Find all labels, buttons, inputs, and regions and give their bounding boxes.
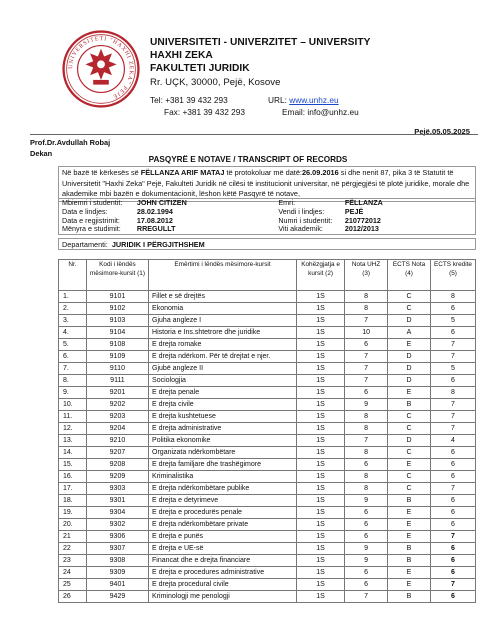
row-number: 5. [59,339,87,351]
ects-credits: 4 [430,435,475,447]
course-duration: 1S [296,507,344,519]
course-name: Sociologjia [149,375,297,387]
table-row [59,327,476,339]
course-code: 9110 [86,363,148,375]
course-code: 9202 [86,399,148,411]
course-code: 9203 [86,411,148,423]
ects-credits: 6 [430,543,475,555]
course-code: 9207 [86,447,148,459]
info-value: 28.02.1994 [136,206,173,216]
requester-name: FËLLANZA ARIF MATAJ [140,168,225,177]
ects-credits: 6 [430,459,475,471]
course-duration: 1S [296,411,344,423]
course-code: 9208 [86,459,148,471]
table-row [59,483,476,495]
course-code: 9108 [86,339,148,351]
table-row [59,519,476,531]
row-number: 19. [59,507,87,519]
course-name: Organizata ndërkombëtare [149,447,297,459]
row-number: 10. [59,399,87,411]
course-code: 9103 [86,315,148,327]
table-header-row [59,260,476,291]
ects-credits: 5 [430,315,475,327]
ects-grade: C [388,291,431,303]
row-number: 26 [59,591,87,603]
table-row [59,459,476,471]
row-number: 14. [59,447,87,459]
ects-credits: 6 [430,519,475,531]
table-row [59,567,476,579]
ects-grade: E [388,459,431,471]
table-row [59,423,476,435]
ects-credits: 6 [430,375,475,387]
uhz-grade: 8 [345,291,388,303]
uhz-grade: 9 [345,399,388,411]
table-row [59,411,476,423]
course-name: E drejta e procedures administrative [149,567,297,579]
info-label: Data e regjistrimit: [62,215,120,225]
table-row [59,351,476,363]
row-number: 2. [59,303,87,315]
table-row [59,447,476,459]
table-row [59,531,476,543]
intro-text: Në bazë të kërkesës së [62,168,141,177]
info-value: RREGULLT [136,224,176,234]
student-info-row [59,208,475,217]
ects-grade: D [388,435,431,447]
course-duration: 1S [296,459,344,471]
ects-credits: 7 [430,483,475,495]
info-label: Numri i studentit: [278,215,333,225]
uhz-grade: 8 [345,423,388,435]
row-number: 13. [59,435,87,447]
student-info-row [59,225,475,234]
course-duration: 1S [296,483,344,495]
course-duration: 1S [296,567,344,579]
info-value: JOHN CITIZEN [136,198,187,207]
ects-grade: E [388,387,431,399]
course-duration: 1S [296,555,344,567]
ects-credits: 6 [430,591,475,603]
course-code: 9301 [86,495,148,507]
course-code: 9102 [86,303,148,315]
course-name: E drejta romake [149,339,297,351]
email-label: Email: [282,106,306,117]
row-number: 7. [59,363,87,375]
ects-credits: 7 [430,423,475,435]
info-value: FËLLANZA [344,198,383,207]
ects-grade: E [388,519,431,531]
column-header: Kodi i lëndës mësimore-kursit (1) [86,260,148,291]
uhz-grade: 8 [345,483,388,495]
course-duration: 1S [296,339,344,351]
ects-grade: B [388,555,431,567]
table-row [59,471,476,483]
ects-grade: D [388,375,431,387]
ects-grade: B [388,495,431,507]
course-code: 9308 [86,555,148,567]
row-number: 4. [59,327,87,339]
ects-grade: E [388,507,431,519]
ects-grade: B [388,399,431,411]
header-divider [30,134,478,135]
row-number: 8. [59,375,87,387]
department-label: Departamenti: [62,240,108,249]
issue-date: Pejë.05.05.2025 [414,127,470,136]
uhz-grade: 6 [345,459,388,471]
table-row [59,495,476,507]
ects-grade: B [388,543,431,555]
ects-grade: D [388,315,431,327]
course-name: Politika ekonomike [149,435,297,447]
course-duration: 1S [296,519,344,531]
info-label: Viti akademik: [278,224,323,234]
uhz-grade: 7 [345,591,388,603]
row-number: 21 [59,531,87,543]
course-code: 9309 [86,567,148,579]
ects-grade: C [388,447,431,459]
university-seal-icon [62,30,140,108]
uhz-grade: 6 [345,339,388,351]
ects-grade: A [388,327,431,339]
course-duration: 1S [296,387,344,399]
uhz-grade: 10 [345,327,388,339]
course-code: 9210 [86,435,148,447]
ects-grade: C [388,423,431,435]
uhz-grade: 6 [345,387,388,399]
row-number: 16. [59,471,87,483]
column-header: Emërtimi i lëndës mësimore-kursit [149,260,297,291]
fax: Fax: +381 39 432 293 [164,106,245,117]
table-row [59,399,476,411]
row-number: 17. [59,483,87,495]
uhz-grade: 6 [345,507,388,519]
column-header: ECTS kredite (5) [430,260,475,291]
row-number: 12. [59,423,87,435]
table-row [59,555,476,567]
ects-credits: 7 [430,579,475,591]
ects-credits: 7 [430,399,475,411]
course-name: Historia e Ins.shtetrore dhe juridike [149,327,297,339]
row-number: 20. [59,519,87,531]
university-name [150,36,370,89]
course-duration: 1S [296,351,344,363]
course-duration: 1S [296,399,344,411]
document-title: PASQYRË E NOTAVE / TRANSCRIPT OF RECORDS [148,155,348,164]
course-duration: 1S [296,531,344,543]
student-info-row [59,217,475,226]
row-number: 15. [59,459,87,471]
course-duration: 1S [296,375,344,387]
ects-grade: E [388,531,431,543]
student-info [58,198,476,235]
university-line-2: HAXHI ZEKA [150,50,213,62]
ects-grade: C [388,471,431,483]
signer-name: Prof.Dr.Avdullah Robaj [30,138,111,147]
signer-title: Dekan [30,149,53,158]
info-value: 17.08.2012 [136,215,173,225]
ects-grade: C [388,411,431,423]
row-number: 1. [59,291,87,303]
info-value: PEJË [344,206,364,216]
department-value: JURIDIK I PËRGJITHSHEM [111,240,205,249]
intro-text: të protokoluar më datë: [224,168,302,177]
uhz-grade: 8 [345,447,388,459]
ects-credits: 5 [430,363,475,375]
ects-credits: 7 [430,339,475,351]
url-label: URL: [268,95,287,105]
university-line-1: UNIVERSITETI - UNIVERZITET – UNIVERSITY [150,37,371,48]
course-name: E drejta ndërkombëtare private [149,519,297,531]
uhz-grade: 8 [345,411,388,423]
row-number: 3. [59,315,87,327]
course-duration: 1S [296,435,344,447]
course-name: Gjubë angleze II [149,363,297,375]
ects-grade: D [388,363,431,375]
course-code: 9306 [86,531,148,543]
uhz-grade: 6 [345,531,388,543]
url-link[interactable]: www.unhz.eu [289,95,339,105]
course-duration: 1S [296,291,344,303]
info-label: Vendi i lindjes: [278,206,325,216]
course-code: 9303 [86,483,148,495]
course-duration: 1S [296,423,344,435]
ects-grade: C [388,303,431,315]
uhz-grade: 8 [345,303,388,315]
uhz-grade: 9 [345,543,388,555]
course-name: Kriminalistika [149,471,297,483]
course-name: E drejta e UE-së [149,543,297,555]
course-code: 9109 [86,351,148,363]
column-header: Kohëzgjatja e kursit (2) [296,260,344,291]
ects-credits: 8 [430,387,475,399]
intro-text: si dhe nenit 87, pika 3 të Statutit të Universitetit "Haxhi Zeka" Pejë, Fakulteti Juridik në cilësi të institucionit universitar, në përgjegjësi të plotë juridike, morale dhe akademike mbi bazën e dokumentacionit, lëshon këtë Pasqyrë të notave, [62,168,470,199]
ects-grade: C [388,483,431,495]
table-row [59,315,476,327]
course-code: 9111 [86,375,148,387]
course-code: 9304 [86,507,148,519]
uhz-grade: 7 [345,375,388,387]
row-number: 23 [59,555,87,567]
ects-credits: 6 [430,303,475,315]
row-number: 6. [59,351,87,363]
course-duration: 1S [296,327,344,339]
course-name: E drejta ndërkom. Për të drejtat e njer. [149,351,297,363]
ects-grade: B [388,591,431,603]
column-header: ECTS Nota (4) [388,260,431,291]
course-code: 9307 [86,543,148,555]
student-info-row [59,199,475,208]
course-name: E drejta e detyrimeve [149,495,297,507]
course-name: Gjuha angleze I [149,315,297,327]
course-name: Fillet e së drejtës [149,291,297,303]
row-number: 24 [59,567,87,579]
ects-credits: 6 [430,507,475,519]
course-duration: 1S [296,303,344,315]
row-number: 22 [59,543,87,555]
contact-info [150,95,359,118]
course-name: E drejta familjare dhe trashëgimore [149,459,297,471]
table-row [59,363,476,375]
uhz-grade: 6 [345,579,388,591]
ects-credits: 6 [430,567,475,579]
info-label: Mbiemri i studentit: [62,198,123,207]
course-code: 9204 [86,423,148,435]
address: Rr. UÇK, 30000, Pejë, Kosove [150,76,281,88]
course-name: E drejta kushtetuese [149,411,297,423]
ects-grade: D [388,351,431,363]
info-label: Mënyra e studimit: [62,224,121,234]
column-header: Nota UHZ (3) [345,260,388,291]
uhz-grade: 7 [345,363,388,375]
ects-credits: 6 [430,471,475,483]
course-duration: 1S [296,363,344,375]
course-duration: 1S [296,591,344,603]
info-label: Data e lindjes: [62,206,108,216]
ects-grade: E [388,579,431,591]
ects-grade: E [388,567,431,579]
course-duration: 1S [296,471,344,483]
ects-credits: 7 [430,531,475,543]
course-name: E drejta procedural civile [149,579,297,591]
table-row [59,543,476,555]
row-number: 25 [59,579,87,591]
course-duration: 1S [296,579,344,591]
uhz-grade: 9 [345,555,388,567]
ects-credits: 6 [430,495,475,507]
course-code: 9401 [86,579,148,591]
grades-table [58,259,476,603]
course-code: 9302 [86,519,148,531]
column-header: Nr. [59,260,87,291]
uhz-grade: 7 [345,435,388,447]
table-row [59,507,476,519]
uhz-grade: 6 [345,567,388,579]
department [58,238,476,250]
course-code: 9201 [86,387,148,399]
table-row [59,387,476,399]
uhz-grade: 8 [345,471,388,483]
ects-credits: 6 [430,447,475,459]
course-name: Ekonomia [149,303,297,315]
course-name: E drejta administrative [149,423,297,435]
info-label: Emri: [278,198,296,207]
phone: Tel: +381 39 432 293 [150,95,228,105]
ects-grade: E [388,339,431,351]
row-number: 18. [59,495,87,507]
course-duration: 1S [296,447,344,459]
course-name: E drejta e punës [149,531,297,543]
ects-credits: 6 [430,555,475,567]
info-value: 2012/2013 [344,224,379,234]
course-code: 9209 [86,471,148,483]
table-row [59,591,476,603]
course-name: E drejta penale [149,387,297,399]
course-duration: 1S [296,495,344,507]
course-name: Financat dhe e drejta financiare [149,555,297,567]
ects-credits: 7 [430,351,475,363]
table-row [59,579,476,591]
row-number: 11. [59,411,87,423]
course-code: 9429 [86,591,148,603]
table-row [59,303,476,315]
faculty-name: FAKULTETI JURIDIK [150,63,250,75]
svg-text:UNIVERSITETI "HAXHI ZEKA" PEJË: UNIVERSITETI "HAXHI ZEKA" PEJË [68,36,134,100]
course-name: E drejta ndërkombëtare publike [149,483,297,495]
uhz-grade: 6 [345,519,388,531]
intro-paragraph [58,166,476,202]
course-code: 9104 [86,327,148,339]
course-duration: 1S [296,315,344,327]
course-name: E drejta civile [149,399,297,411]
course-name: Kriminologji me penologji [149,591,297,603]
ects-credits: 6 [430,327,475,339]
info-value: 210772012 [344,215,381,225]
uhz-grade: 9 [345,495,388,507]
ects-credits: 7 [430,411,475,423]
table-row [59,435,476,447]
uhz-grade: 7 [345,315,388,327]
course-name: E drejta e procedurës penale [149,507,297,519]
course-duration: 1S [296,543,344,555]
ects-credits: 8 [430,291,475,303]
protocol-date: 26.09.2016 [301,168,339,177]
table-row [59,339,476,351]
row-number: 9. [59,387,87,399]
table-row [59,375,476,387]
uhz-grade: 7 [345,351,388,363]
email-link[interactable]: info@unhz.eu [307,106,359,117]
course-code: 9101 [86,291,148,303]
table-row [59,291,476,303]
